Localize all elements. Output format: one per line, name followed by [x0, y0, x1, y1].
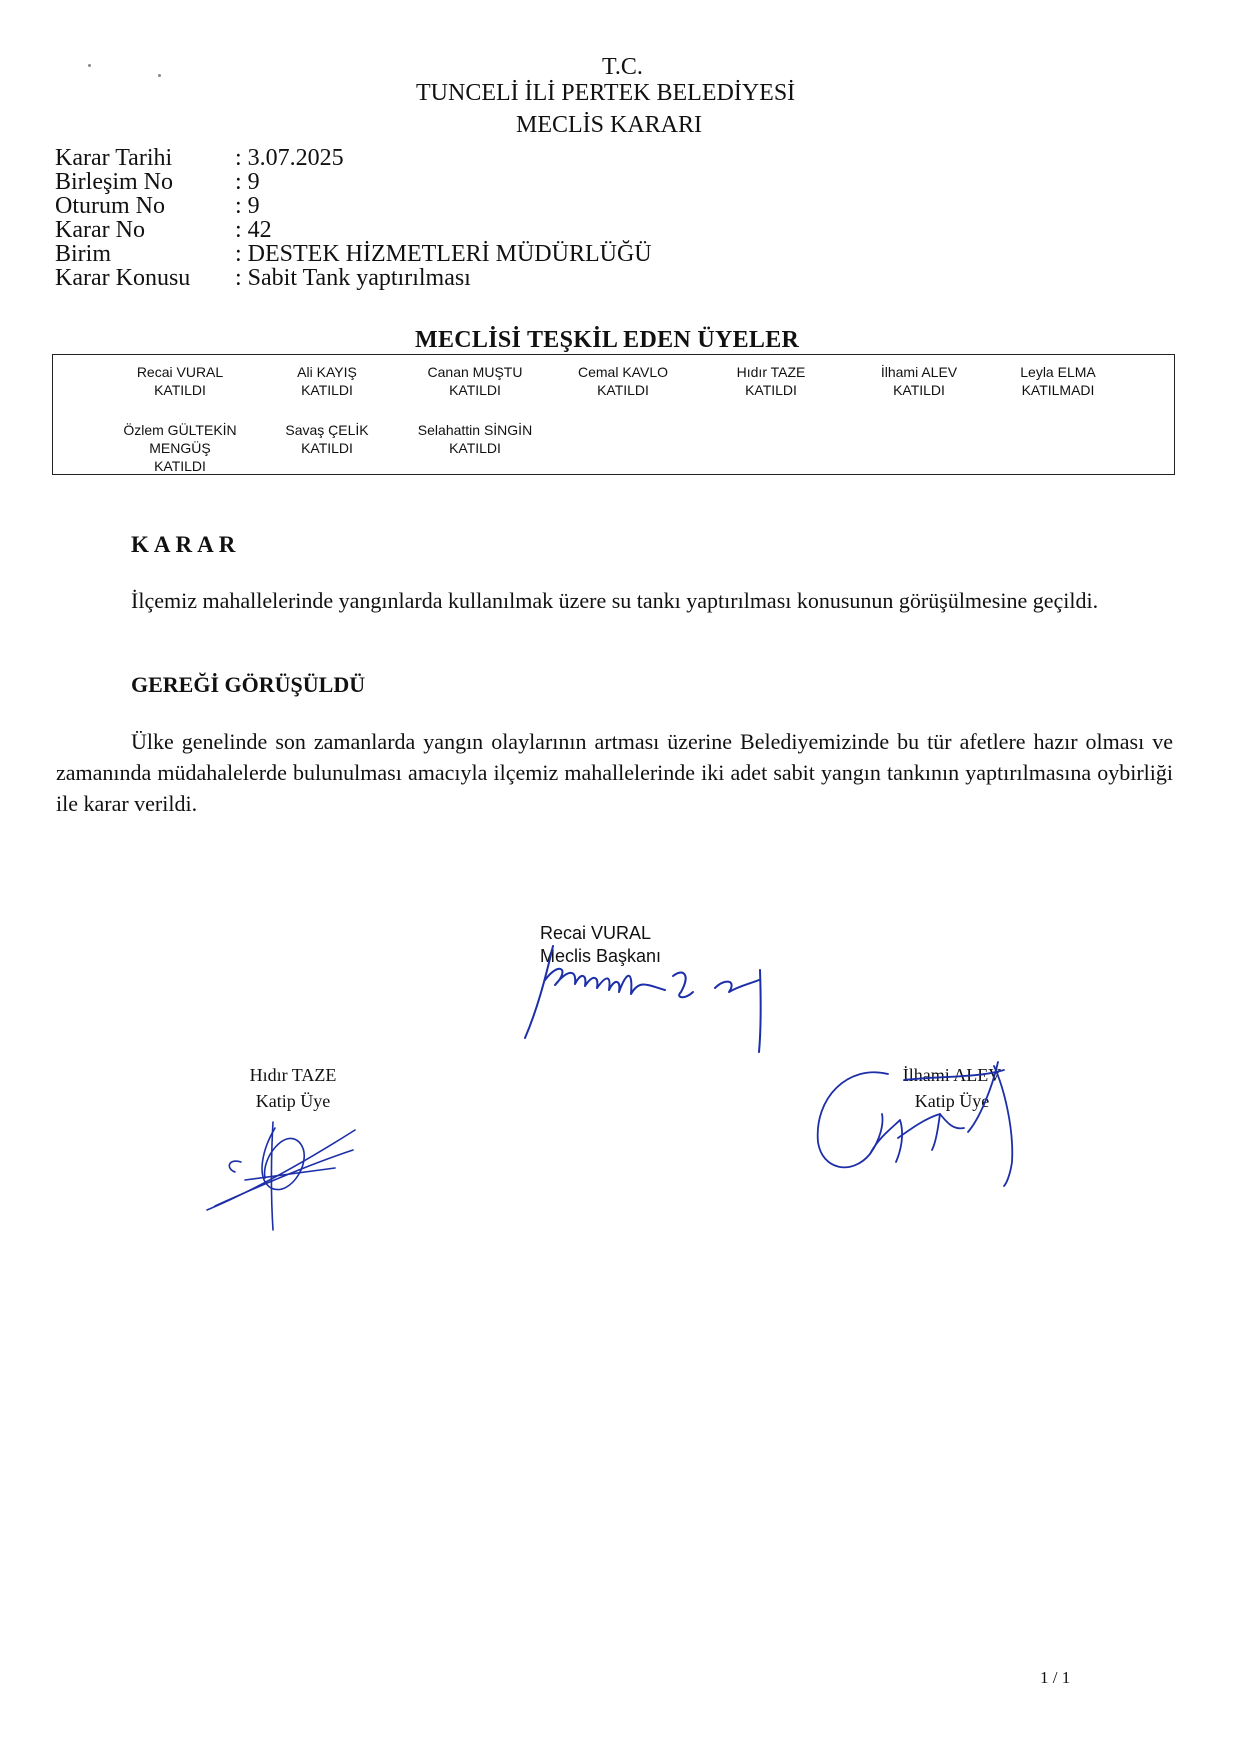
- meta-value: : 42: [235, 217, 272, 243]
- signature-block-left: [208, 1062, 378, 1114]
- meta-value: : 9: [235, 193, 260, 219]
- meta-value: : 9: [235, 169, 260, 195]
- member-name: Savaş ÇELİK: [285, 422, 369, 438]
- signatory-name: Recai VURAL: [540, 923, 652, 943]
- paragraph-text: Ülke genelinde son zamanlarda yangın olaylarının artması üzerine Belediyemizinde bu tür afetlere hazır olması ve zamanında müdahalelerde bulunulması amacıyla ilçemiz mahallelerinde iki adet sabit yangın tankının yaptırılmasına oybirliği ile karar verildi.: [56, 729, 1173, 816]
- member-status: KATILDI: [301, 382, 353, 398]
- meta-value: : 3.07.2025: [235, 145, 344, 171]
- member-status: KATILDI: [154, 382, 206, 398]
- member-item: [696, 363, 846, 399]
- meta-label: Karar Tarihi: [55, 145, 173, 171]
- member-status: KATILDI: [154, 458, 206, 474]
- decision-heading: KARAR: [131, 532, 241, 557]
- signatory-name: Hıdır TAZE: [249, 1065, 337, 1085]
- member-item: [252, 421, 402, 457]
- member-item: [252, 363, 402, 399]
- member-item: [548, 363, 698, 399]
- paragraph-text: İlçemiz mahallelerinde yangınlarda kullanılmak üzere su tankı yaptırılması konusunun görüşülmesine geçildi.: [131, 588, 1099, 613]
- members-title: MECLİSİ TEŞKİL EDEN ÜYELER: [415, 327, 800, 353]
- member-status: KATILMADI: [1021, 382, 1095, 398]
- member-name: Cemal KAVLO: [578, 364, 668, 380]
- decision-metadata: [55, 146, 652, 290]
- decision-paragraph-1: [56, 585, 1173, 616]
- meta-label: Birleşim No: [55, 169, 173, 195]
- header-document-type: MECLİS KARARI: [516, 112, 703, 138]
- member-name: İlhami ALEV: [880, 364, 958, 380]
- member-item: [983, 363, 1133, 399]
- meta-label: Karar No: [55, 217, 145, 243]
- member-name: Canan MUŞTU: [427, 364, 523, 380]
- member-item: [105, 363, 255, 399]
- member-name: Leyla ELMA: [1020, 364, 1096, 380]
- signatory-name: İlhami ALEV: [902, 1065, 1002, 1085]
- left-signature-scribble: [205, 1118, 365, 1238]
- page-number: 1 / 1: [1040, 1668, 1071, 1687]
- member-name: Özlem GÜLTEKİN MENGÜŞ: [123, 422, 237, 456]
- chair-signature-scribble: [515, 940, 775, 1060]
- member-item: [400, 421, 550, 457]
- meta-row-sitting: [55, 194, 652, 218]
- meta-row-subject: [55, 266, 652, 290]
- member-status: KATILDI: [449, 382, 501, 398]
- signatory-title: Meclis Başkanı: [540, 946, 662, 966]
- member-status: KATILDI: [893, 382, 945, 398]
- member-status: KATILDI: [597, 382, 649, 398]
- member-name: Recai VURAL: [136, 364, 224, 380]
- members-table: [52, 354, 1175, 475]
- member-item: [400, 363, 550, 399]
- member-status: KATILDI: [301, 440, 353, 456]
- header-tc: T.C.: [602, 54, 643, 80]
- meta-row-unit: [55, 242, 652, 266]
- meta-value: : Sabit Tank yaptırılması: [235, 265, 471, 291]
- decision-paragraph-2: [56, 726, 1173, 819]
- member-status: KATILDI: [745, 382, 797, 398]
- header-municipality: TUNCELİ İLİ PERTEK BELEDİYESİ: [416, 80, 796, 106]
- meta-label: Birim: [55, 241, 112, 267]
- member-status: KATILDI: [449, 440, 501, 456]
- meta-label: Karar Konusu: [55, 265, 191, 291]
- meta-row-decision-number: [55, 218, 652, 242]
- scan-speck: [88, 64, 91, 67]
- member-name: Hıdır TAZE: [736, 364, 806, 380]
- member-item: [844, 363, 994, 399]
- meta-row-date: [55, 146, 652, 170]
- member-name: Ali KAYIŞ: [297, 364, 357, 380]
- signatory-title: Katip Üye: [255, 1091, 331, 1111]
- scan-speck: [158, 74, 161, 77]
- signatory-title: Katip Üye: [914, 1091, 990, 1111]
- member-name: Selahattin SİNGİN: [417, 422, 533, 438]
- member-item: [95, 421, 265, 475]
- right-signature-scribble: [808, 1058, 1038, 1188]
- deliberation-heading: GEREĞİ GÖRÜŞÜLDÜ: [131, 672, 366, 697]
- meta-label: Oturum No: [55, 193, 165, 219]
- meta-value: : DESTEK HİZMETLERİ MÜDÜRLÜĞÜ: [235, 241, 652, 267]
- meta-row-session: [55, 170, 652, 194]
